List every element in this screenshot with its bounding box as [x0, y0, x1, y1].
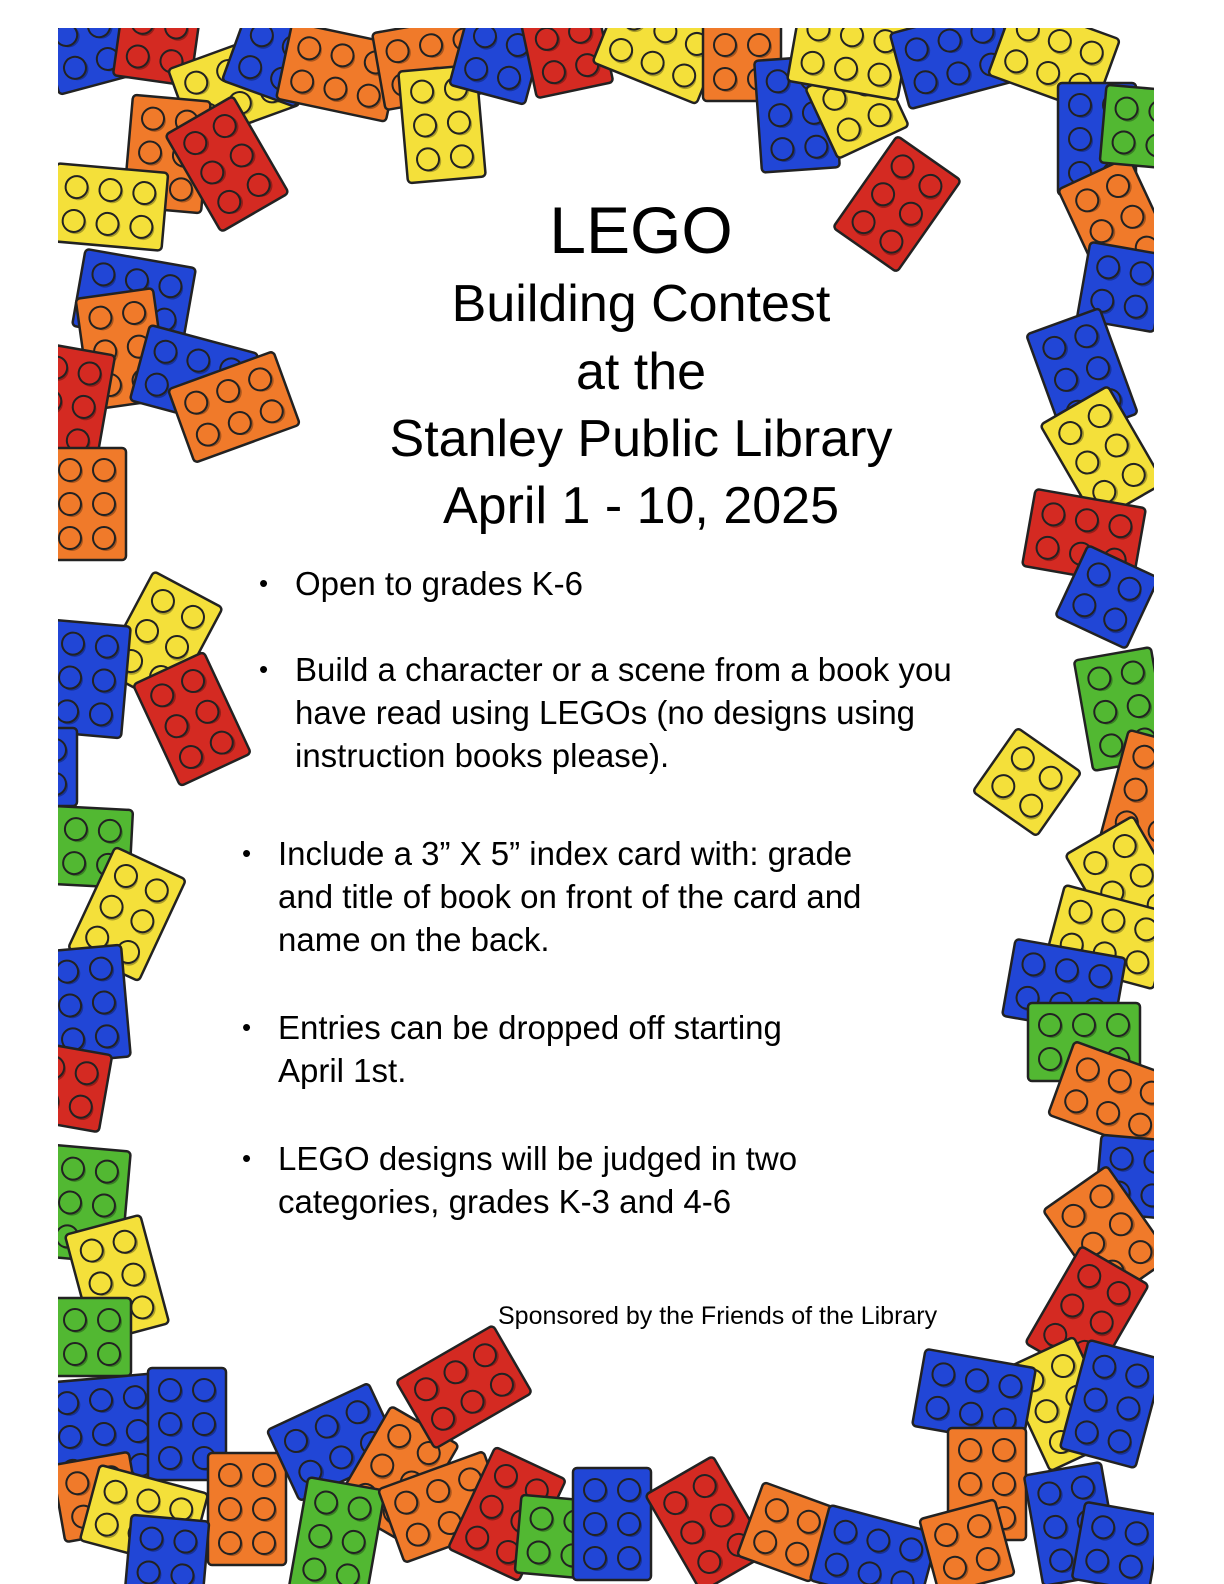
brick-stud [92, 991, 116, 1015]
brick-stud [450, 144, 474, 168]
brick-stud [413, 114, 437, 138]
brick-stud [64, 818, 87, 841]
rule-item-index-card [242, 832, 968, 961]
lego-brick [1100, 85, 1154, 170]
brick-stud [92, 1422, 116, 1446]
brick-stud [219, 1498, 241, 1520]
brick-stud [1069, 128, 1091, 150]
brick-stud [89, 702, 113, 726]
brick-stud [714, 68, 736, 90]
flyer-title: LEGO [549, 193, 733, 267]
bullet-icon: • [259, 654, 269, 684]
brick-stud [193, 1413, 215, 1435]
brick-stud [1073, 1014, 1095, 1036]
brick-stud [584, 1513, 606, 1535]
brick-stud [1112, 131, 1136, 155]
rule-item-eligibility [259, 562, 1075, 605]
lego-brick [58, 1042, 112, 1132]
brick-stud [58, 1191, 82, 1215]
brick-stud [530, 1507, 554, 1531]
rule-item-drop-off [242, 1006, 898, 1092]
rule-text: Build a character or a scene from a book you have read using LEGOs (no designs using instruction books please). [295, 651, 952, 774]
brick-stud [61, 632, 85, 656]
brick-stud [58, 994, 82, 1018]
flyer-page [58, 28, 1154, 1584]
brick-stud [1039, 1048, 1061, 1070]
brick-stud [447, 111, 471, 135]
brick-stud [1069, 94, 1091, 116]
rule-item-build [259, 648, 1055, 777]
brick-stud [95, 1160, 119, 1184]
brick-stud [174, 1530, 198, 1554]
brick-stud [141, 107, 165, 131]
brick-stud [140, 1527, 164, 1551]
brick-stud [89, 1388, 113, 1412]
brick-stud [959, 1473, 981, 1495]
lego-brick [573, 1468, 651, 1580]
brick-stud [219, 1532, 241, 1554]
brick-stud [768, 103, 791, 126]
brick-stud [771, 137, 794, 160]
subtitle-line-1: Building Contest [451, 275, 831, 333]
lego-brick [1072, 1502, 1154, 1584]
brick-stud [58, 666, 82, 690]
brick-stud [714, 34, 736, 56]
rule-text: Entries can be dropped off starting April 1st. [278, 1009, 782, 1089]
rule-text: Include a 3” X 5” index card with: grade and title of book on front of the card and name on the back. [278, 835, 862, 958]
brick-stud [61, 1157, 85, 1181]
rule-text: Open to grades K-6 [295, 565, 584, 602]
brick-stud [64, 1343, 86, 1365]
brick-stud [618, 1479, 640, 1501]
brick-stud [805, 135, 828, 158]
brick-stud [527, 1541, 551, 1565]
brick-stud [63, 852, 86, 875]
subtitle-line-2: at the [575, 343, 707, 401]
brick-stud [748, 34, 770, 56]
rule-text: LEGO designs will be judged in two categories, grades K-3 and 4-6 [278, 1140, 798, 1220]
brick-stud [58, 1425, 82, 1449]
brick-stud [159, 1379, 181, 1401]
brick-stud [766, 70, 789, 93]
brick-stud [98, 819, 121, 842]
rule-item-judging [242, 1137, 928, 1223]
brick-stud [98, 1343, 120, 1365]
brick-stud [138, 141, 162, 165]
subtitle-line-3: Stanley Public Library [389, 410, 893, 468]
bullet-icon: • [242, 1012, 252, 1042]
brick-stud [1107, 1014, 1129, 1036]
lego-brick [125, 1515, 210, 1584]
sponsor-credit: Sponsored by the Friends of the Library [498, 1302, 938, 1330]
brick-stud [193, 1379, 215, 1401]
brick-stud [98, 1309, 120, 1331]
brick-stud [1110, 1147, 1134, 1171]
brick-stud [410, 80, 434, 104]
brick-stud [584, 1547, 606, 1569]
brick-stud [253, 1532, 275, 1554]
brick-stud [126, 1419, 150, 1443]
lego-brick [58, 620, 131, 738]
brick-stud [92, 1194, 116, 1218]
brick-stud [416, 147, 440, 171]
lego-brick [58, 1298, 131, 1376]
brick-stud [1039, 1014, 1061, 1036]
lego-brick [810, 1505, 938, 1584]
brick-stud [584, 1479, 606, 1501]
brick-stud [993, 1439, 1015, 1461]
brick-stud [1115, 97, 1139, 121]
brick-stud [959, 1439, 981, 1461]
brick-stud [137, 1561, 161, 1584]
brick-stud [993, 1473, 1015, 1495]
brick-stud [123, 1385, 147, 1409]
bullet-icon: • [259, 568, 269, 598]
brick-stud [159, 1447, 181, 1469]
event-dates: April 1 - 10, 2025 [442, 477, 840, 535]
brick-stud [64, 1309, 86, 1331]
lego-brick [208, 1453, 286, 1565]
brick-stud [89, 957, 113, 981]
brick-stud [618, 1513, 640, 1535]
brick-stud [92, 669, 116, 693]
lego-brick [58, 728, 77, 806]
brick-stud [95, 635, 119, 659]
brick-stud [159, 1413, 181, 1435]
brick-stud [95, 1024, 119, 1048]
bullet-icon: • [242, 1143, 252, 1173]
brick-stud [253, 1498, 275, 1520]
lego-brick [58, 945, 131, 1063]
brick-stud [253, 1464, 275, 1486]
brick-stud [618, 1547, 640, 1569]
bullet-icon: • [242, 838, 252, 868]
brick-stud [219, 1464, 241, 1486]
